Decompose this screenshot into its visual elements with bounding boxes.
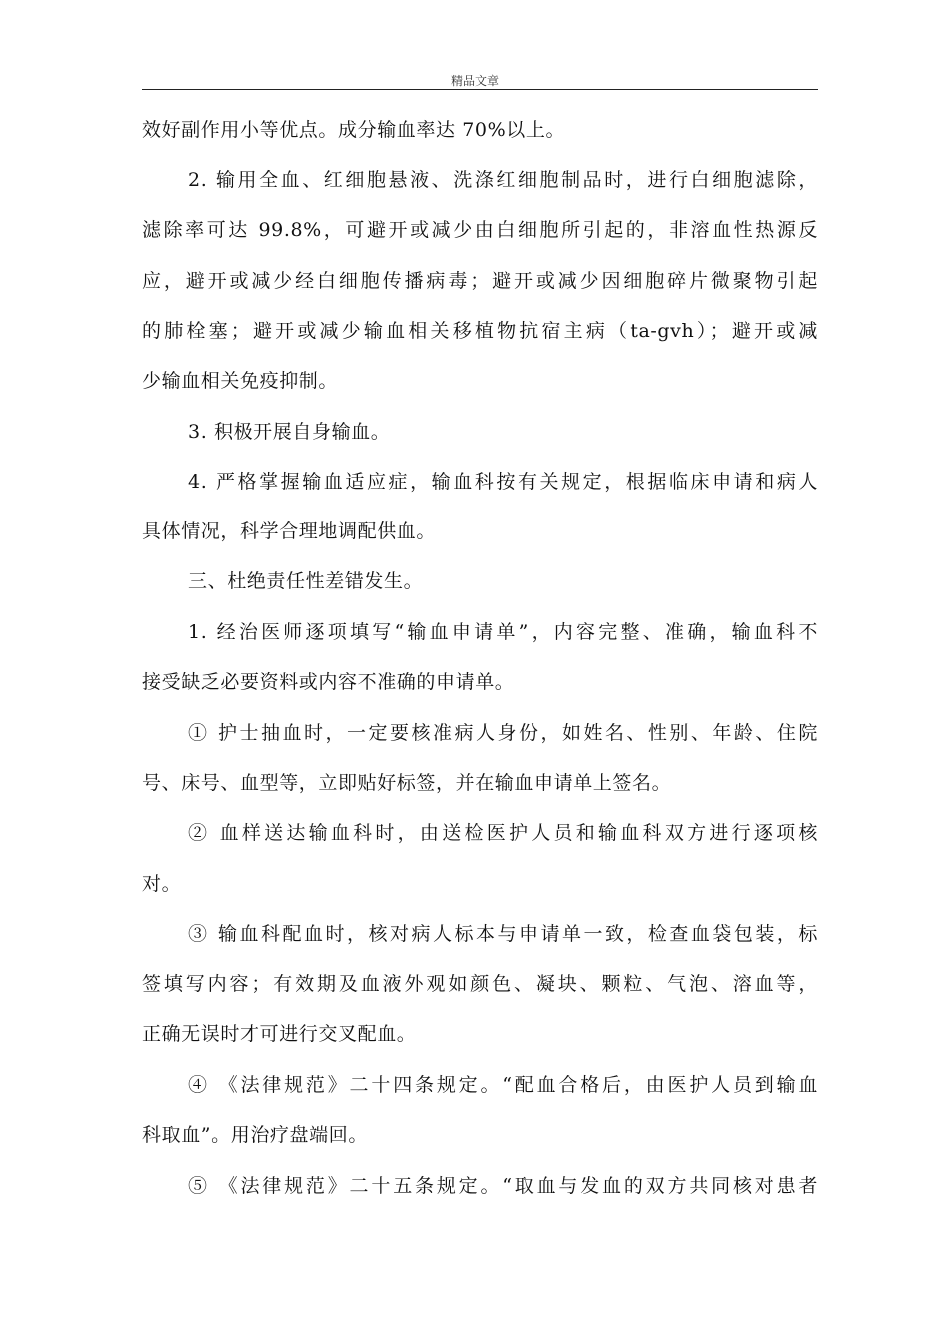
section-heading: 三、杜绝责任性差错发生。	[188, 570, 424, 592]
text-line: 4. 严格掌握输血适应症，输血科按有关规定，根据临床申请和病人	[188, 471, 818, 493]
text-line: 对。	[142, 873, 182, 895]
text-line: 3. 积极开展自身输血。	[188, 421, 391, 443]
text-line: 接受缺乏必要资料或内容不准确的申请单。	[142, 671, 515, 693]
page-header-title: 精品文章	[450, 74, 499, 88]
text-line: 科取血”。用治疗盘端回。	[142, 1124, 368, 1146]
text-line: 1. 经治医师逐项填写“输血申请单”，内容完整、准确，输血科不	[188, 621, 818, 643]
text-line: 滤除率可达 99.8%，可避开或减少由白细胞所引起的，非溶血性热源反	[142, 219, 818, 241]
text-line: 具体情况，科学合理地调配供血。	[142, 520, 437, 542]
text-line: ⑤ 《法律规范》二十五条规定。“取血与发血的双方共同核对患者	[188, 1175, 818, 1197]
text-line: ④ 《法律规范》二十四条规定。“配血合格后，由医护人员到输血	[188, 1074, 818, 1096]
text-line: 号、床号、血型等，立即贴好标签，并在输血申请单上签名。	[142, 772, 672, 794]
text-line: ② 血样送达输血科时，由送检医护人员和输血科双方进行逐项核	[188, 822, 818, 844]
text-line: 正确无误时才可进行交叉配血。	[142, 1023, 417, 1045]
text-line: 签填写内容；有效期及血液外观如颜色、凝块、颗粒、气泡、溶血等，	[142, 973, 818, 995]
document-body	[142, 0, 818, 1344]
text-line: 的肺栓塞；避开或减少输血相关移植物抗宿主病（ta-gvh）；避开或减	[142, 320, 818, 342]
text-line: 应，避开或减少经白细胞传播病毒；避开或减少因细胞碎片微聚物引起	[142, 270, 818, 292]
text-line: 2. 输用全血、红细胞悬液、洗涤红细胞制品时，进行白细胞滤除，	[188, 169, 818, 191]
text-line: 少输血相关免疫抑制。	[142, 370, 339, 392]
text-line: ③ 输血科配血时，核对病人标本与申请单一致，检查血袋包装，标	[188, 923, 818, 945]
text-line: 效好副作用小等优点。成分输血率达 70%以上。	[142, 119, 566, 141]
text-line: ① 护士抽血时，一定要核准病人身份，如姓名、性别、年龄、住院	[188, 722, 818, 744]
